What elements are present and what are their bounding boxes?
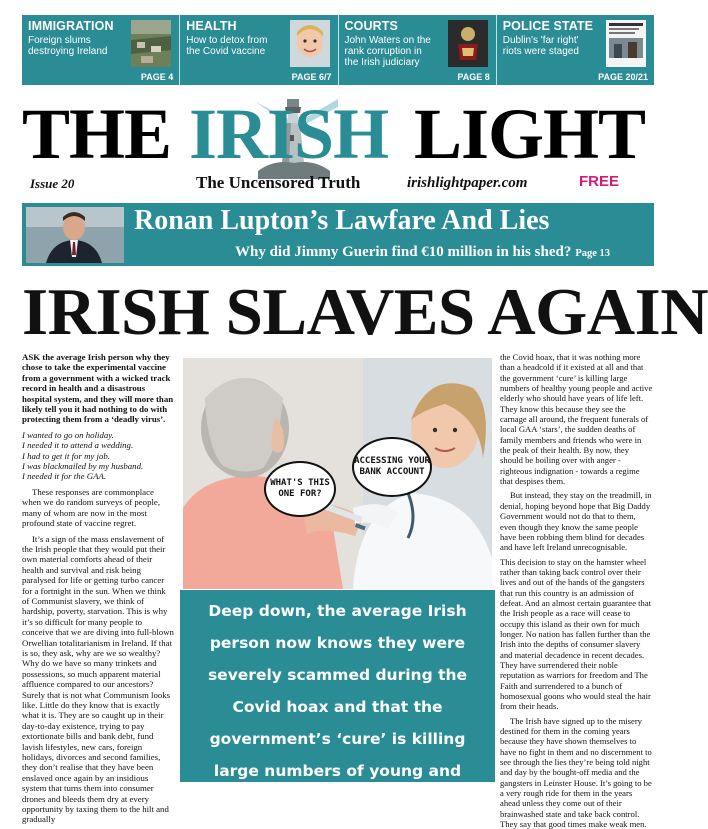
masthead-word-irish: IRISH: [189, 94, 389, 174]
nav-category: POLICE STATE: [502, 19, 594, 33]
price-badge: FREE: [579, 173, 620, 190]
article-paragraph: This decision to stay on the hamster wheel rather than taking back control over their lives and out of the hands of the gangsters that run this country is an admission of defeat. And an almost certain guarantee that the Irish people as a race will cease to occupy this island as their own for much longer. No nation has fallen further than the Irish into the depths of consumer slavery and material decadence in recent decades. They have surrendered their noble reputation as warriors for freedom and The Faith and surrendered to a bunch of homosexual goons who would steal the hair from their heads.: [500, 556, 652, 712]
court-crest-thumbnail: [448, 20, 488, 67]
nav-category: IMMIGRATION: [28, 19, 114, 33]
nav-category: COURTS: [344, 19, 398, 33]
speech-bubble-right: ACCESSING YOUR BANK ACCOUNT: [352, 437, 432, 497]
pull-quote: Deep down, the average Irish person now knows they were severely scammed during the Covid hoax and that the government’s ‘cure’ is killing large numbers of young and healthy people. They: [180, 590, 495, 782]
news-clipping-thumbnail: [606, 20, 646, 67]
nav-page-ref: PAGE 8: [457, 72, 490, 82]
quote-list: [22, 430, 174, 482]
nav-item-courts[interactable]: [339, 15, 497, 85]
feature-subtitle: [235, 244, 610, 261]
vaccination-photo: [183, 358, 492, 589]
tagline: The Uncensored Truth: [196, 173, 361, 192]
issue-number: Issue 20: [30, 176, 75, 191]
feature-subtitle-text: Why did Jimmy Guerin find €10 million in his shed?: [235, 244, 572, 260]
nav-description: How to detox from the Covid vaccine: [186, 35, 268, 57]
nav-page-ref: PAGE 6/7: [291, 72, 332, 82]
quote-line: I needed it to attend a wedding.: [22, 440, 134, 451]
website-link[interactable]: irishlightpaper.com: [407, 175, 528, 191]
nav-item-police-state[interactable]: [497, 15, 654, 85]
aerial-town-thumbnail: [131, 20, 171, 67]
masthead-word-light: LIGHT: [414, 94, 646, 174]
masthead-word-the: THE: [22, 94, 172, 174]
article-paragraph: the Covid hoax, that it was nothing more than a headcold if it existed at all and that the government ‘cure’ is killing large numbers of healthy young people and active elderly who should have years of life left. They know this because they see the carnage all around, the frequent funerals of local GAA ‘stars’, the sudden deaths of family members and friends who were in the peak of their health. By now, they should be boiling over with anger - righteous indignation - towards a regime that despises them.: [500, 352, 653, 487]
nav-page-ref: PAGE 4: [140, 72, 174, 82]
article-paragraph: The Irish have signed up to the misery destined for them in the coming years because they have shown themselves to have no fight in them and no discernment to see through the lies they’re being told night and day by the bought-off media and the gangsters in Leinster House. It’s going to be a very rough ride for them in the years ahead unless they come out of their brainwashed state and take back control. They say that good times make weak men.: [500, 715, 652, 829]
nav-page-ref: PAGE 20/21: [598, 72, 648, 82]
section-nav-banner: [22, 15, 654, 85]
nav-description: Dublin's 'far right' riots were staged: [502, 35, 579, 57]
nav-description: John Waters on the rank corruption in the Irish judiciary: [344, 35, 431, 68]
man-portrait-photo: [26, 207, 124, 263]
feature-title: Ronan Lupton’s Lawfare And Lies: [134, 205, 550, 236]
quote-line: I wanted to go on holiday.: [22, 429, 114, 440]
main-headline: IRISH SLAVES AGAIN: [22, 275, 708, 349]
nav-item-immigration[interactable]: [22, 15, 180, 85]
speech-bubble-left: WHAT'S THIS ONE FOR?: [264, 461, 336, 517]
quote-line: I was blackmailed by my husband.: [22, 461, 144, 472]
article-paragraph: But instead, they stay on the treadmill, in denial, hoping beyond hope that Big Daddy Government would not do that to them, even though they know the same people have been robbing them blind for decades and have left Ireland unrecognisable.: [500, 490, 652, 553]
nav-category: HEALTH: [186, 19, 237, 33]
nav-item-health[interactable]: [180, 15, 338, 85]
feature-banner[interactable]: [22, 203, 654, 266]
quote-line: I had to get it for my job.: [22, 450, 110, 461]
masthead-subline: [22, 173, 654, 195]
article-right-column: [500, 352, 653, 829]
article-paragraph: It’s a sign of the mass enslavement of the Irish people that they would put their own material comforts ahead of their health and survival and risk being paralysed for life or getting turbo cancer for a fortnight in the sun. When we think of Communist slavery, we think of hardship, poverty, starvation. This is why it’s so difficult for many people to conceive that we are diving into full-blown Orwellian totalitarianism in Ireland. If that is so, they ask, why are we so wealthy? Why do we have so many trinkets and possessions, so much apparent material affluence compared to our ancestors? Surely that is not what Communism looks like. Little do they know that is exactly what it is. They are so caught up in their day-to-day existence, trying to pay extortionate bills and bank debt, fund lavish lifestyles, new cars, foreign holidays, divorces and second families, they don’t realise that they have been enslaved once again by an insidious system that turns them into consumer drones and bleeds them dry at every opportunity by taxing them to the hilt and gradually: [22, 533, 174, 825]
article-paragraph: These responses are commonplace when we do random surveys of people, many of whom are now in the most profound state of vaccine regret.: [22, 486, 161, 529]
article-left-column: [22, 352, 174, 825]
masthead: [22, 94, 654, 174]
feature-page-ref: Page 13: [575, 248, 611, 259]
child-photo-thumbnail: [290, 20, 330, 67]
nav-description: Foreign slums destroying Ireland: [28, 35, 108, 57]
quote-line: I needed it for the GAA.: [22, 471, 107, 482]
article-lead: ASK the average Irish person why they chose to take the experimental vaccine from a government with a wicked track record in health and a disastrous hospital system, and they will more than likely tell you it had nothing to do with protecting them from a ‘deadly virus’.: [22, 352, 174, 425]
